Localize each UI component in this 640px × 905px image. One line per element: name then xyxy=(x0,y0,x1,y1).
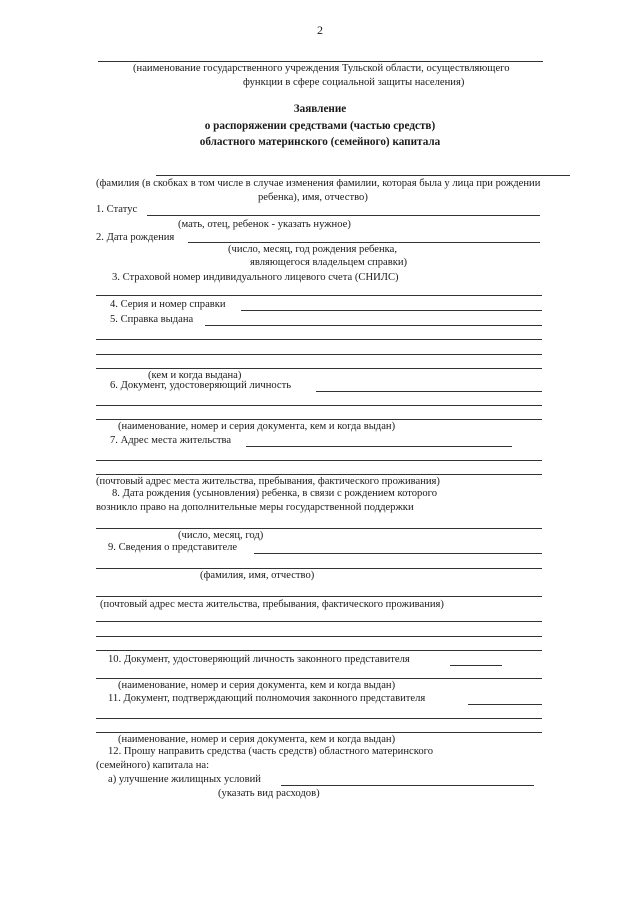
representative-address-line-3[interactable] xyxy=(96,636,542,637)
child-birth-label: 8. Дата рождения (усыновления) ребенка, в связи с рождением которого xyxy=(112,488,438,499)
institution-caption: (наименование государственного учреждения Тульской области, осуществляющего xyxy=(133,63,510,74)
certificate-number-line[interactable] xyxy=(241,310,542,311)
representative-identity-line-2[interactable] xyxy=(96,678,542,679)
funds-direction-label-2: (семейного) капитала на: xyxy=(96,760,210,771)
certificate-issued-line-4[interactable] xyxy=(96,368,542,369)
address-line-3[interactable] xyxy=(96,474,542,475)
authority-document-line-3[interactable] xyxy=(96,732,542,733)
authority-document-label: 11. Документ, подтверждающий полномочия законного представителя xyxy=(108,693,426,704)
representative-identity-label: 10. Документ, удостоверяющий личность законного представителя xyxy=(108,654,410,665)
certificate-issued-line[interactable] xyxy=(205,325,542,326)
birth-date-caption-2: являющегося владельцем справки) xyxy=(250,257,408,268)
applicant-name-line[interactable] xyxy=(156,175,570,176)
status-caption: (мать, отец, ребенок - указать нужное) xyxy=(178,219,351,230)
address-line-2[interactable] xyxy=(96,460,542,461)
child-birth-line[interactable] xyxy=(96,528,542,529)
snils-label: 3. Страховой номер индивидуального лицевого счета (СНИЛС) xyxy=(112,272,399,283)
identity-document-line[interactable] xyxy=(316,391,542,392)
authority-document-caption: (наименование, номер и серия документа, кем и когда выдан) xyxy=(118,734,396,745)
representative-line-2[interactable] xyxy=(96,568,542,569)
representative-line[interactable] xyxy=(254,553,542,554)
representative-address-line-2[interactable] xyxy=(96,621,542,622)
institution-caption-2: функции в сфере социальной защиты населения) xyxy=(243,77,465,88)
child-birth-label-2: возникло право на дополнительные меры государственной поддержки xyxy=(96,502,414,513)
identity-document-caption: (наименование, номер и серия документа, кем и когда выдан) xyxy=(118,421,396,432)
birth-date-caption: (число, месяц, год рождения ребенка, xyxy=(228,244,397,255)
status-line[interactable] xyxy=(147,215,540,216)
institution-line xyxy=(98,61,543,62)
authority-document-line-2[interactable] xyxy=(96,718,542,719)
funds-direction-label: 12. Прошу направить средства (часть средств) областного материнского xyxy=(108,746,433,757)
certificate-issued-caption: (кем и когда выдана) xyxy=(148,370,242,381)
address-line[interactable] xyxy=(246,446,512,447)
representative-address-line-4[interactable] xyxy=(96,650,542,651)
document-title-line-3: областного материнского (семейного) капитала xyxy=(199,136,441,148)
representative-caption: (фамилия, имя, отчество) xyxy=(200,570,315,581)
authority-document-line[interactable] xyxy=(468,704,542,705)
housing-improvement-label: а) улучшение жилищных условий xyxy=(108,774,261,785)
address-label: 7. Адрес места жительства xyxy=(110,435,232,446)
representative-identity-line[interactable] xyxy=(450,665,502,666)
document-title: Заявление xyxy=(293,103,347,115)
applicant-caption-2: ребенка), имя, отчество) xyxy=(258,192,368,203)
snils-line[interactable] xyxy=(96,295,542,296)
certificate-issued-label: 5. Справка выдана xyxy=(110,314,194,325)
housing-improvement-caption: (указать вид расходов) xyxy=(218,788,320,799)
representative-label: 9. Сведения о представителе xyxy=(108,542,238,553)
housing-improvement-line[interactable] xyxy=(281,785,534,786)
applicant-caption: (фамилия (в скобках в том числе в случае изменения фамилии, которая была у лица при рождении xyxy=(96,178,541,189)
birth-date-label: 2. Дата рождения xyxy=(96,232,175,243)
page-number: 2 xyxy=(317,23,323,37)
birth-date-line[interactable] xyxy=(188,242,540,243)
document-title-line-2: о распоряжении средствами (частью средств) xyxy=(204,120,436,132)
identity-document-line-2[interactable] xyxy=(96,405,542,406)
certificate-number-label: 4. Серия и номер справки xyxy=(110,299,226,310)
certificate-issued-line-2[interactable] xyxy=(96,339,542,340)
representative-identity-caption: (наименование, номер и серия документа, кем и когда выдан) xyxy=(118,680,396,691)
status-label: 1. Статус xyxy=(96,204,138,215)
certificate-issued-line-3[interactable] xyxy=(96,354,542,355)
child-birth-caption: (число, месяц, год) xyxy=(178,530,264,541)
identity-document-line-3[interactable] xyxy=(96,419,542,420)
address-caption: (почтовый адрес места жительства, пребывания, фактического проживания) xyxy=(96,476,440,487)
representative-address-caption: (почтовый адрес места жительства, пребывания, фактического проживания) xyxy=(100,599,444,610)
identity-document-label: 6. Документ, удостоверяющий личность xyxy=(110,380,292,391)
representative-address-line[interactable] xyxy=(96,596,542,597)
